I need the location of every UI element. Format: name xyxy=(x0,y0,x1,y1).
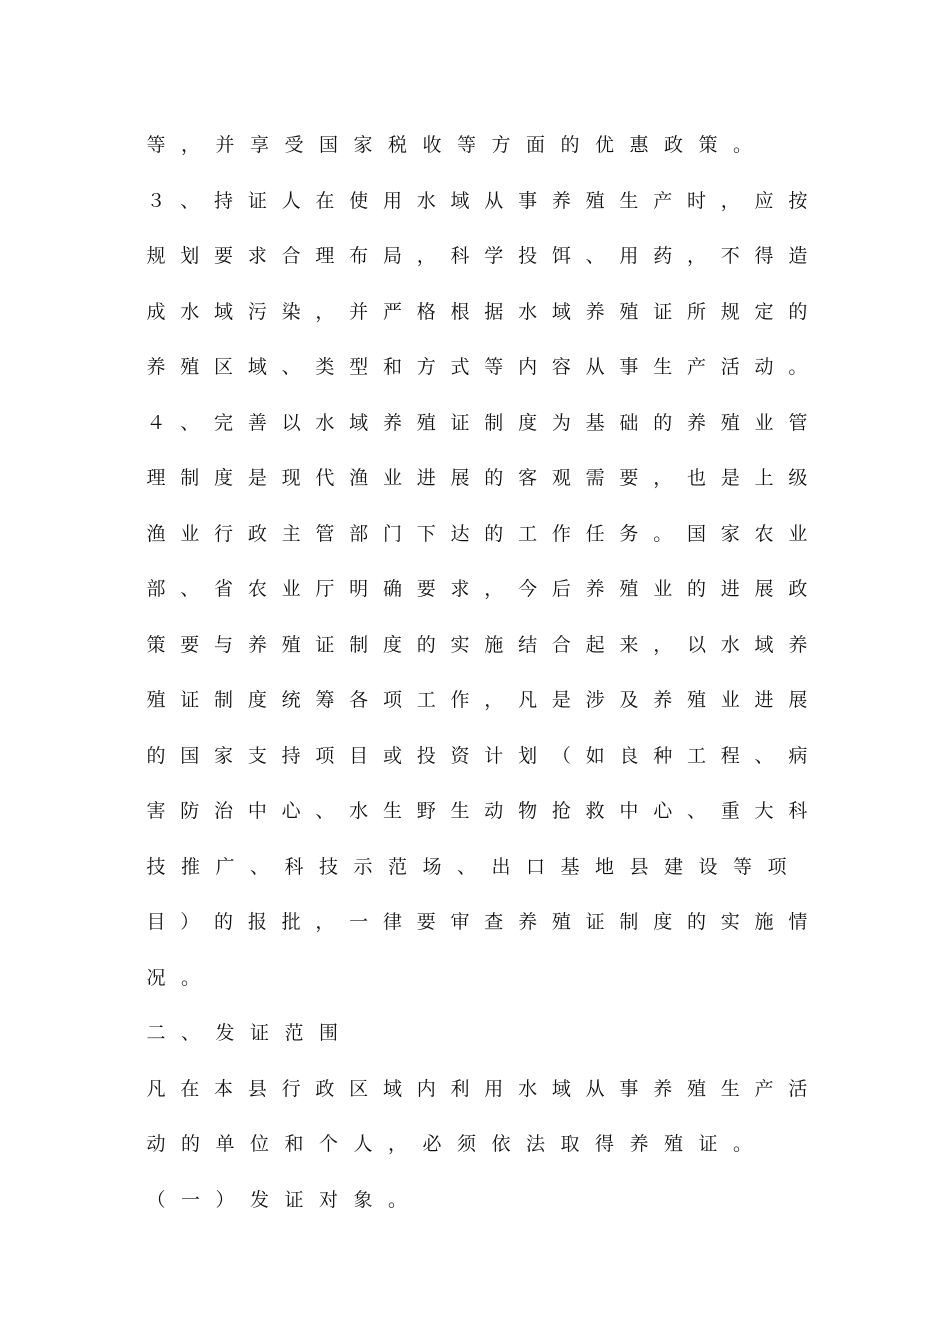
text-line: 理 制 度 是 现 代 渔 业 进 展 的 客 观 需 要 ， 也 是 上 级 xyxy=(146,467,808,489)
text-line: 凡 在 本 县 行 政 区 域 内 利 用 水 域 从 事 养 殖 生 产 活 xyxy=(146,1078,808,1100)
text-line: 的 国 家 支 持 项 目 或 投 资 计 划 （ 如 良 种 工 程 、 病 xyxy=(146,745,808,767)
text-line: ３ 、 持 证 人 在 使 用 水 域 从 事 养 殖 生 产 时 ， 应 按 xyxy=(146,190,808,212)
text-line: 策 要 与 养 殖 证 制 度 的 实 施 结 合 起 来 ， 以 水 域 养 xyxy=(146,634,808,656)
text-line: 渔 业 行 政 主 管 部 门 下 达 的 工 作 任 务 。 国 家 农 业 xyxy=(146,523,808,545)
subsection-heading: （ 一 ） 发 证 对 象 。 xyxy=(146,1189,407,1211)
text-line: 规 划 要 求 合 理 布 局 ， 科 学 投 饵 、 用 药 ， 不 得 造 xyxy=(146,245,808,267)
section-heading: 二 、 发 证 范 围 xyxy=(146,1022,338,1044)
text-line: 养 殖 区 域 、 类 型 和 方 式 等 内 容 从 事 生 产 活 动 。 xyxy=(146,356,808,378)
text-line: 况 。 xyxy=(146,967,200,989)
text-line: 害 防 治 中 心 、 水 生 野 生 动 物 抢 救 中 心 、 重 大 科 xyxy=(146,800,808,822)
text-line: 部 、 省 农 业 厅 明 确 要 求 ， 今 后 养 殖 业 的 进 展 政 xyxy=(146,578,808,600)
text-line: 目 ） 的 报 批 ， 一 律 要 审 查 养 殖 证 制 度 的 实 施 情 xyxy=(146,911,808,933)
text-line: 成 水 域 污 染 ， 并 严 格 根 据 水 域 养 殖 证 所 规 定 的 xyxy=(146,301,808,323)
text-line: 技 推 广 、 科 技 示 范 场 、 出 口 基 地 县 建 设 等 项 xyxy=(146,856,787,878)
text-line: 等 ， 并 享 受 国 家 税 收 等 方 面 的 优 惠 政 策 。 xyxy=(146,134,752,156)
text-line: 殖 证 制 度 统 筹 各 项 工 作 ， 凡 是 涉 及 养 殖 业 进 展 xyxy=(146,689,808,711)
text-line: 动 的 单 位 和 个 人 ， 必 须 依 法 取 得 养 殖 证 。 xyxy=(146,1133,752,1155)
text-line: ４ 、 完 善 以 水 域 养 殖 证 制 度 为 基 础 的 养 殖 业 管 xyxy=(146,412,808,434)
